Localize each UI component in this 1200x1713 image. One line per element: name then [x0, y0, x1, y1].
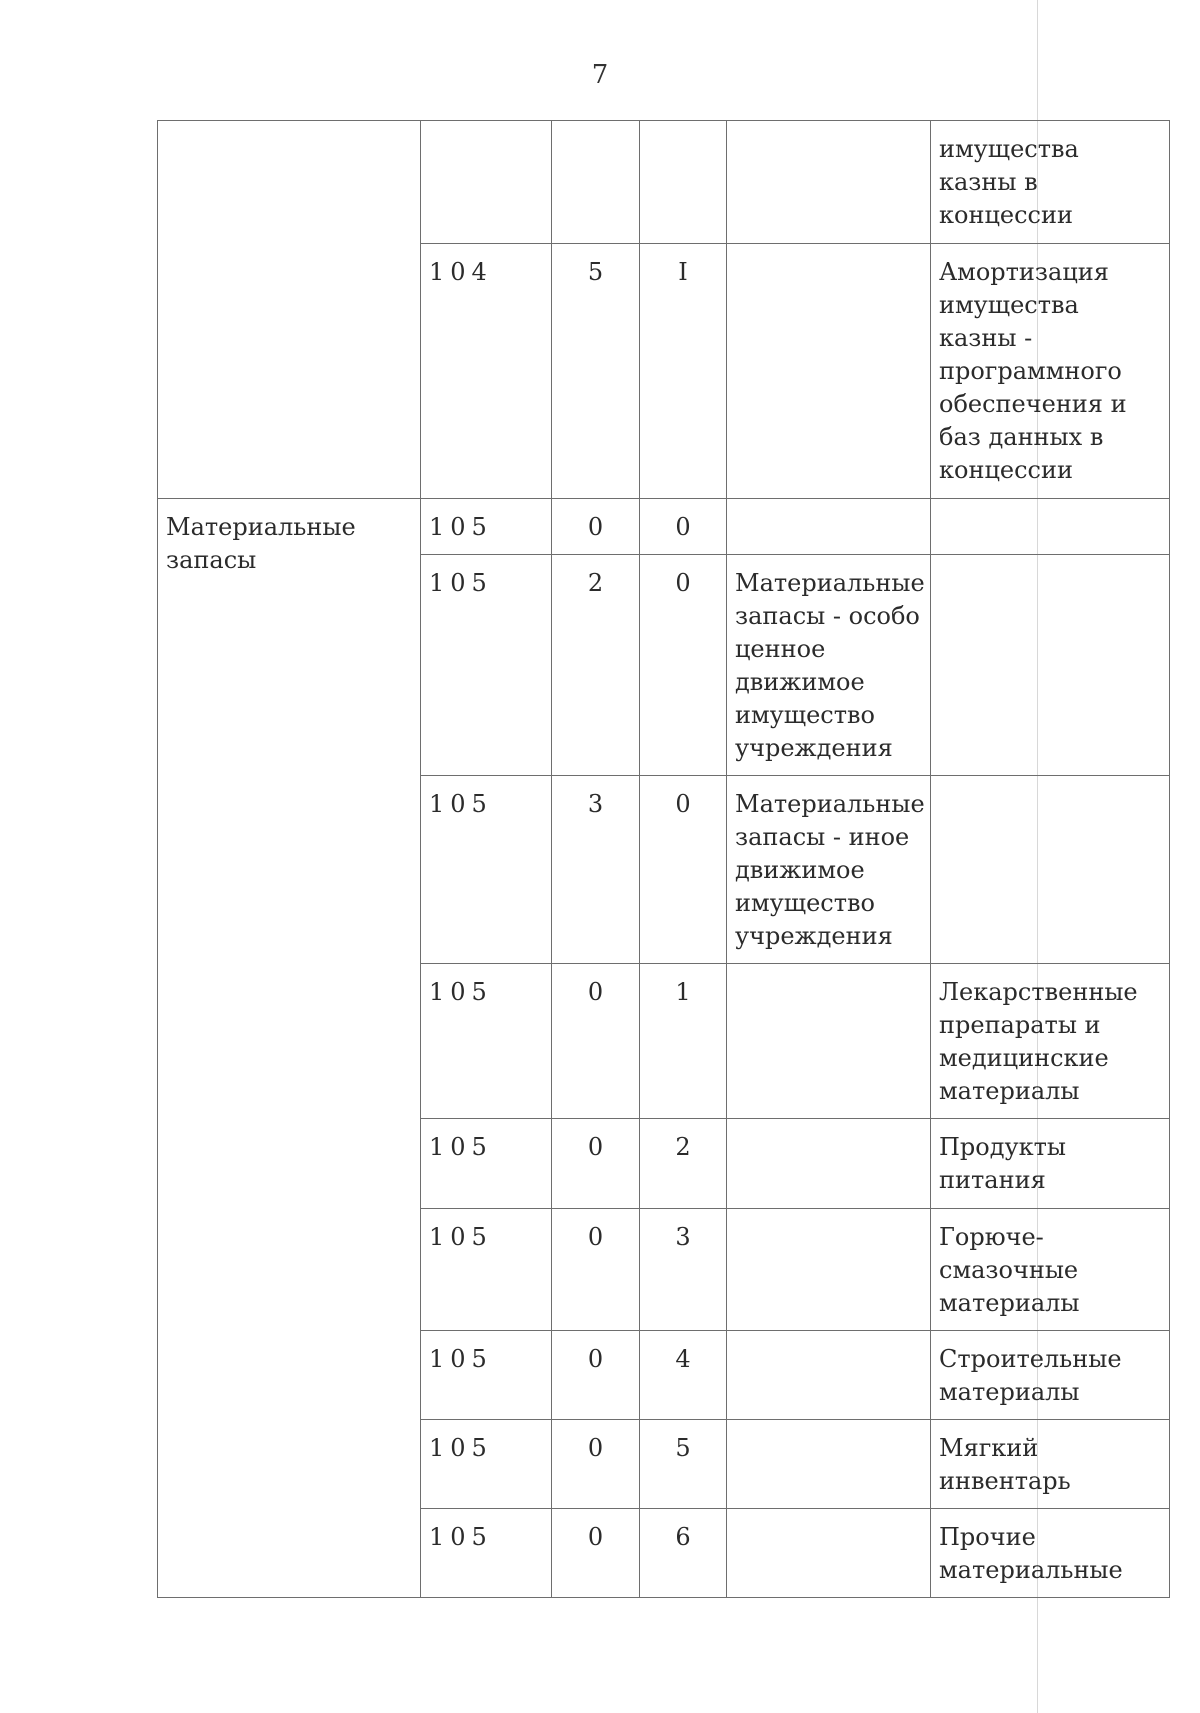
account-digit-1: 0 [552, 1420, 640, 1509]
table-row [158, 121, 1170, 244]
subgroup-name [727, 1209, 931, 1331]
account-digit-2: 6 [640, 1509, 727, 1598]
account-digit-1: 0 [552, 964, 640, 1119]
subgroup-name [727, 1420, 931, 1509]
account-name: имущества казны в концессии [931, 121, 1170, 244]
subgroup-name [727, 1119, 931, 1209]
account-digit-2: 0 [640, 776, 727, 964]
account-name [931, 776, 1170, 964]
group-label: Материальные запасы [158, 499, 421, 1598]
account-code: 105 [421, 1119, 552, 1209]
account-digit-2: 5 [640, 1420, 727, 1509]
subgroup-name [727, 1509, 931, 1598]
account-digit-1: 3 [552, 776, 640, 964]
account-name [931, 555, 1170, 776]
account-digit-2: 0 [640, 555, 727, 776]
account-digit-1: 0 [552, 1209, 640, 1331]
account-digit-2 [640, 121, 727, 244]
account-name: Продукты питания [931, 1119, 1170, 1209]
account-name: Строительные материалы [931, 1331, 1170, 1420]
account-digit-1 [552, 121, 640, 244]
account-digit-2: 2 [640, 1119, 727, 1209]
page-number: 7 [591, 60, 609, 90]
subgroup-name [727, 499, 931, 555]
account-name [931, 499, 1170, 555]
account-code: 105 [421, 555, 552, 776]
account-name: Амортизация имущества казны - программного обеспечения и баз данных в концессии [931, 244, 1170, 499]
subgroup-name [727, 964, 931, 1119]
subgroup-name [727, 121, 931, 244]
account-name: Мягкий инвентарь [931, 1420, 1170, 1509]
account-digit-2: 1 [640, 964, 727, 1119]
account-code [421, 121, 552, 244]
group-cell-empty [158, 121, 421, 499]
table-row [158, 499, 1170, 555]
subgroup-name [727, 1331, 931, 1420]
account-name: Лекарственные препараты и медицинские материалы [931, 964, 1170, 1119]
account-digit-1: 0 [552, 1119, 640, 1209]
account-digit-2: 4 [640, 1331, 727, 1420]
account-digit-1: 2 [552, 555, 640, 776]
account-code: 105 [421, 1420, 552, 1509]
account-digit-2: 3 [640, 1209, 727, 1331]
account-digit-2: I [640, 244, 727, 499]
account-name: Горюче-смазочные материалы [931, 1209, 1170, 1331]
accounts-table [157, 120, 1170, 1598]
account-digit-1: 0 [552, 499, 640, 555]
subgroup-name: Материальные запасы - иное движимое имущество учреждения [727, 776, 931, 964]
account-digit-1: 0 [552, 1509, 640, 1598]
account-digit-1: 0 [552, 1331, 640, 1420]
subgroup-name [727, 244, 931, 499]
account-code: 105 [421, 1209, 552, 1331]
account-code: 105 [421, 1331, 552, 1420]
account-digit-2: 0 [640, 499, 727, 555]
account-code: 105 [421, 776, 552, 964]
account-code: 105 [421, 964, 552, 1119]
account-code: 105 [421, 499, 552, 555]
account-code: 104 [421, 244, 552, 499]
subgroup-name: Материальные запасы - особо ценное движимое имущество учреждения [727, 555, 931, 776]
account-name: Прочие материальные [931, 1509, 1170, 1598]
account-code: 105 [421, 1509, 552, 1598]
account-digit-1: 5 [552, 244, 640, 499]
